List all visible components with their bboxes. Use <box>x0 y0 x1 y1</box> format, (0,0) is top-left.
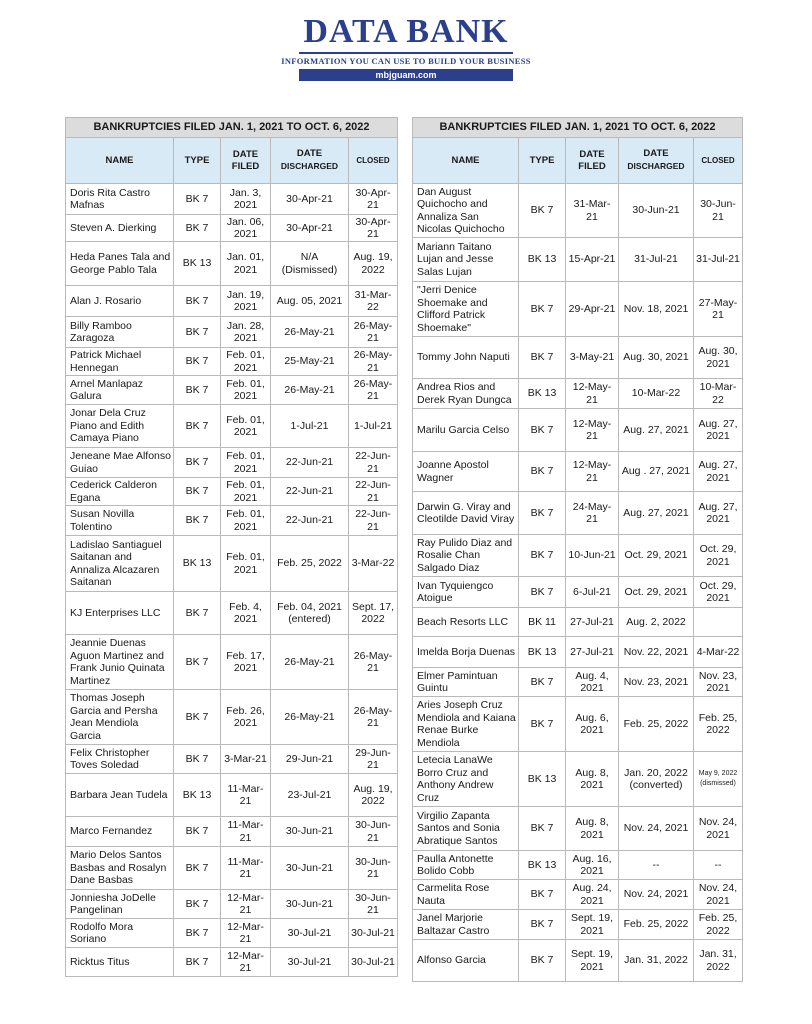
cell-name: Tommy John Naputi <box>413 337 519 379</box>
cell-closed: 22-Jun-21 <box>349 478 398 506</box>
table-row <box>66 817 398 847</box>
cell-closed: 3-Mar-22 <box>349 536 398 592</box>
cell-date-discharged: 30-Jun-21 <box>271 817 349 847</box>
cell-date-discharged: Nov. 23, 2021 <box>619 668 694 697</box>
cell-name: Joanne Apostol Wagner <box>413 452 519 492</box>
cell-date-discharged: 10-Mar-22 <box>619 379 694 409</box>
cell-date-filed: 12-May-21 <box>566 409 619 452</box>
cell-closed: Jan. 31, 2022 <box>694 940 743 982</box>
column-header-closed: CLOSED <box>694 138 743 184</box>
table-row <box>413 880 743 910</box>
cell-type: BK 7 <box>174 448 221 478</box>
cell-closed: 29-Jun-21 <box>349 745 398 774</box>
table-row <box>413 752 743 807</box>
table-row <box>66 847 398 890</box>
cell-date-discharged: 1-Jul-21 <box>271 405 349 448</box>
table-row <box>413 379 743 409</box>
cell-type: BK 7 <box>519 577 566 608</box>
cell-date-discharged: Aug. 27, 2021 <box>619 409 694 452</box>
cell-date-discharged: Aug. 05, 2021 <box>271 286 349 317</box>
masthead-rule <box>299 52 513 54</box>
cell-date-filed: Feb. 01, 2021 <box>221 348 271 376</box>
cell-name: Carmelita Rose Nauta <box>413 880 519 910</box>
table-row <box>66 376 398 405</box>
cell-date-filed: 10-Jun-21 <box>566 535 619 577</box>
cell-closed: Sept. 17, 2022 <box>349 592 398 635</box>
cell-date-discharged: Oct. 29, 2021 <box>619 577 694 608</box>
cell-date-discharged: Aug. 27, 2021 <box>619 492 694 535</box>
table-title: BANKRUPTCIES FILED JAN. 1, 2021 TO OCT. 6, 2022 <box>413 118 743 138</box>
cell-name: Marilu Garcia Celso <box>413 409 519 452</box>
cell-name: Ladislao Santiaguel Saitanan and Annaliza Alcazaren Saitanan <box>66 536 174 592</box>
cell-date-filed: Sept. 19, 2021 <box>566 910 619 940</box>
table-row <box>66 286 398 317</box>
cell-closed: 30-Jun-21 <box>694 184 743 238</box>
cell-date-discharged: Feb. 25, 2022 <box>271 536 349 592</box>
cell-date-discharged: Nov. 24, 2021 <box>619 807 694 851</box>
cell-closed: Aug. 19, 2022 <box>349 242 398 286</box>
table-row <box>413 282 743 337</box>
cell-closed: 27-May-21 <box>694 282 743 337</box>
column-header-discharged-label: DISCHARGED <box>627 161 685 171</box>
cell-date-discharged: 31-Jul-21 <box>619 238 694 282</box>
cell-closed: 22-Jun-21 <box>349 506 398 536</box>
cell-type: BK 13 <box>174 774 221 817</box>
cell-date-filed: Jan. 19, 2021 <box>221 286 271 317</box>
cell-closed: Nov. 24, 2021 <box>694 807 743 851</box>
cell-name: Mario Delos Santos Basbas and Rosalyn Dane Basbas <box>66 847 174 890</box>
cell-type: BK 13 <box>519 238 566 282</box>
cell-closed: Aug. 27, 2021 <box>694 409 743 452</box>
cell-date-discharged: Nov. 18, 2021 <box>619 282 694 337</box>
cell-type: BK 7 <box>519 880 566 910</box>
cell-date-discharged: 30-Jul-21 <box>271 948 349 977</box>
cell-date-filed: 29-Apr-21 <box>566 282 619 337</box>
cell-name: Letecia LanaWe Borro Cruz and Anthony Andrew Cruz <box>413 752 519 807</box>
cell-closed: 31-Mar-22 <box>349 286 398 317</box>
cell-name: Aries Joseph Cruz Mendiola and Kaiana Renae Burke Mendiola <box>413 697 519 752</box>
cell-type: BK 13 <box>174 536 221 592</box>
cell-closed: -- <box>694 851 743 880</box>
cell-closed: 26-May-21 <box>349 348 398 376</box>
cell-date-filed: 11-Mar-21 <box>221 774 271 817</box>
cell-name: Rodolfo Mora Soriano <box>66 919 174 948</box>
cell-name: Imelda Borja Duenas <box>413 637 519 668</box>
cell-date-discharged: Aug . 27, 2021 <box>619 452 694 492</box>
cell-date-filed: Jan. 06, 2021 <box>221 215 271 242</box>
column-header-name: NAME <box>66 138 174 184</box>
table-row <box>66 317 398 348</box>
cell-name: Patrick Michael Hennegan <box>66 348 174 376</box>
cell-name: Ray Pulido Diaz and Rosalie Chan Salgado Diaz <box>413 535 519 577</box>
cell-type: BK 13 <box>519 637 566 668</box>
cell-type: BK 7 <box>174 745 221 774</box>
cell-type: BK 7 <box>174 506 221 536</box>
cell-date-discharged: 30-Apr-21 <box>271 184 349 215</box>
column-header-date-filed: DATE FILED <box>566 138 619 184</box>
cell-closed: 30-Jun-21 <box>349 817 398 847</box>
table-row <box>413 697 743 752</box>
cell-date-filed: Feb. 01, 2021 <box>221 506 271 536</box>
cell-date-discharged: 30-Jun-21 <box>271 890 349 919</box>
cell-date-filed: Feb. 01, 2021 <box>221 536 271 592</box>
cell-date-discharged: 26-May-21 <box>271 635 349 690</box>
cell-closed: 26-May-21 <box>349 635 398 690</box>
cell-name: "Jerri Denice Shoemake and Clifford Patrick Shoemake" <box>413 282 519 337</box>
table-row <box>413 608 743 637</box>
cell-type: BK 7 <box>174 317 221 348</box>
cell-date-discharged: 30-Apr-21 <box>271 215 349 242</box>
cell-date-discharged: Aug. 2, 2022 <box>619 608 694 637</box>
column-header-date-filed: DATE FILED <box>221 138 271 184</box>
table-row <box>66 774 398 817</box>
cell-name: Jonniesha JoDelle Pangelinan <box>66 890 174 919</box>
cell-date-discharged: Aug. 30, 2021 <box>619 337 694 379</box>
cell-name: Billy Ramboo Zaragoza <box>66 317 174 348</box>
cell-closed: 30-Apr-21 <box>349 215 398 242</box>
cell-type: BK 7 <box>519 910 566 940</box>
cell-type: BK 7 <box>174 919 221 948</box>
cell-date-discharged: 22-Jun-21 <box>271 448 349 478</box>
cell-closed: Nov. 23, 2021 <box>694 668 743 697</box>
cell-date-discharged: Feb. 04, 2021 (entered) <box>271 592 349 635</box>
cell-date-filed: 27-Jul-21 <box>566 637 619 668</box>
table-row <box>413 577 743 608</box>
cell-date-filed: 12-Mar-21 <box>221 919 271 948</box>
table-row <box>66 478 398 506</box>
cell-date-filed: 6-Jul-21 <box>566 577 619 608</box>
cell-date-filed: Feb. 26, 2021 <box>221 690 271 745</box>
column-header-date-label: DATE <box>643 148 669 159</box>
cell-date-discharged: 23-Jul-21 <box>271 774 349 817</box>
cell-date-discharged: 26-May-21 <box>271 317 349 348</box>
cell-closed: Oct. 29, 2021 <box>694 535 743 577</box>
cell-date-discharged: Nov. 22, 2021 <box>619 637 694 668</box>
cell-date-filed: Sept. 19, 2021 <box>566 940 619 982</box>
cell-type: BK 7 <box>519 697 566 752</box>
table-row <box>413 535 743 577</box>
cell-type: BK 13 <box>519 752 566 807</box>
column-header-date-discharged <box>271 138 349 184</box>
cell-closed: 30-Jun-21 <box>349 890 398 919</box>
table-row <box>413 238 743 282</box>
cell-name: Marco Fernandez <box>66 817 174 847</box>
cell-date-filed: 12-May-21 <box>566 452 619 492</box>
cell-date-discharged: -- <box>619 851 694 880</box>
cell-type: BK 7 <box>174 376 221 405</box>
cell-type: BK 7 <box>174 478 221 506</box>
cell-closed: 26-May-21 <box>349 376 398 405</box>
cell-date-filed: Jan. 01, 2021 <box>221 242 271 286</box>
cell-name: Jonar Dela Cruz Piano and Edith Camaya Piano <box>66 405 174 448</box>
table-row <box>413 337 743 379</box>
bankruptcies-table-left <box>65 117 398 977</box>
cell-type: BK 7 <box>174 405 221 448</box>
cell-date-discharged: 26-May-21 <box>271 376 349 405</box>
cell-date-filed: Aug. 8, 2021 <box>566 807 619 851</box>
column-header-type: TYPE <box>174 138 221 184</box>
cell-name: Arnel Manlapaz Galura <box>66 376 174 405</box>
cell-type: BK 7 <box>519 337 566 379</box>
table-row <box>413 910 743 940</box>
cell-date-filed: 3-Mar-21 <box>221 745 271 774</box>
cell-date-discharged: Nov. 24, 2021 <box>619 880 694 910</box>
cell-date-filed: Aug. 8, 2021 <box>566 752 619 807</box>
cell-date-filed: Feb. 17, 2021 <box>221 635 271 690</box>
cell-closed: 1-Jul-21 <box>349 405 398 448</box>
cell-date-filed: Feb. 01, 2021 <box>221 405 271 448</box>
cell-type: BK 7 <box>174 348 221 376</box>
cell-type: BK 7 <box>519 452 566 492</box>
cell-name: Andrea Rios and Derek Ryan Dungca <box>413 379 519 409</box>
cell-date-filed: Jan. 28, 2021 <box>221 317 271 348</box>
cell-date-discharged: 25-May-21 <box>271 348 349 376</box>
cell-type: BK 7 <box>519 807 566 851</box>
cell-closed: Oct. 29, 2021 <box>694 577 743 608</box>
cell-closed: Feb. 25, 2022 <box>694 697 743 752</box>
cell-date-filed: Aug. 4, 2021 <box>566 668 619 697</box>
masthead-url: mbjguam.com <box>299 69 513 81</box>
cell-date-discharged: N/A (Dismissed) <box>271 242 349 286</box>
cell-date-filed: Feb. 4, 2021 <box>221 592 271 635</box>
cell-name: Jeneane Mae Alfonso Guiao <box>66 448 174 478</box>
column-header-date-label: DATE <box>296 148 323 159</box>
cell-type: BK 7 <box>174 690 221 745</box>
cell-date-filed: 12-May-21 <box>566 379 619 409</box>
table-row <box>413 668 743 697</box>
cell-name: KJ Enterprises LLC <box>66 592 174 635</box>
cell-name: Steven A. Dierking <box>66 215 174 242</box>
cell-closed: Aug. 19, 2022 <box>349 774 398 817</box>
cell-type: BK 7 <box>174 592 221 635</box>
column-header-closed: CLOSED <box>349 138 398 184</box>
table-row <box>66 948 398 977</box>
table-row <box>413 851 743 880</box>
cell-closed: 26-May-21 <box>349 317 398 348</box>
cell-closed: 31-Jul-21 <box>694 238 743 282</box>
cell-closed: 26-May-21 <box>349 690 398 745</box>
cell-name: Ricktus Titus <box>66 948 174 977</box>
cell-type: BK 7 <box>174 635 221 690</box>
cell-type: BK 7 <box>519 409 566 452</box>
table-row <box>66 348 398 376</box>
cell-closed: 30-Apr-21 <box>349 184 398 215</box>
cell-date-discharged: Feb. 25, 2022 <box>619 697 694 752</box>
cell-name: Susan Novilla Tolentino <box>66 506 174 536</box>
cell-date-filed: Feb. 01, 2021 <box>221 376 271 405</box>
cell-closed: May 9, 2022 (dismissed) <box>694 752 743 807</box>
cell-closed: Aug. 27, 2021 <box>694 452 743 492</box>
cell-name: Dan August Quichocho and Annaliza San Nicolas Quichocho <box>413 184 519 238</box>
table-row <box>66 536 398 592</box>
masthead-title: DATA BANK <box>303 13 509 50</box>
table-row <box>413 452 743 492</box>
cell-name: Alan J. Rosario <box>66 286 174 317</box>
cell-type: BK 13 <box>174 242 221 286</box>
cell-date-discharged: Jan. 20, 2022 (converted) <box>619 752 694 807</box>
cell-date-filed: Aug. 6, 2021 <box>566 697 619 752</box>
table-row <box>66 215 398 242</box>
masthead <box>0 14 812 81</box>
column-header-name: NAME <box>413 138 519 184</box>
table-row <box>66 448 398 478</box>
cell-closed: 30-Jun-21 <box>349 847 398 890</box>
cell-type: BK 7 <box>174 890 221 919</box>
cell-type: BK 7 <box>519 535 566 577</box>
cell-type: BK 7 <box>519 668 566 697</box>
cell-type: BK 7 <box>519 492 566 535</box>
table-row <box>66 592 398 635</box>
cell-name: Jeannie Duenas Aguon Martinez and Frank Junio Quinata Martinez <box>66 635 174 690</box>
cell-date-filed: Aug. 16, 2021 <box>566 851 619 880</box>
cell-date-filed: 31-Mar-21 <box>566 184 619 238</box>
cell-type: BK 7 <box>519 940 566 982</box>
cell-date-filed: 11-Mar-21 <box>221 847 271 890</box>
cell-closed: 30-Jul-21 <box>349 948 398 977</box>
cell-name: Beach Resorts LLC <box>413 608 519 637</box>
cell-closed: 22-Jun-21 <box>349 448 398 478</box>
cell-name: Felix Christopher Toves Soledad <box>66 745 174 774</box>
cell-name: Alfonso Garcia <box>413 940 519 982</box>
bankruptcies-table-right <box>412 117 743 982</box>
cell-date-discharged: 30-Jun-21 <box>619 184 694 238</box>
table-row <box>66 890 398 919</box>
cell-name: Barbara Jean Tudela <box>66 774 174 817</box>
cell-type: BK 13 <box>519 851 566 880</box>
cell-type: BK 7 <box>174 948 221 977</box>
table-row <box>413 807 743 851</box>
cell-date-filed: 3-May-21 <box>566 337 619 379</box>
cell-date-filed: Jan. 3, 2021 <box>221 184 271 215</box>
cell-date-discharged: 30-Jul-21 <box>271 919 349 948</box>
cell-date-filed: 27-Jul-21 <box>566 608 619 637</box>
cell-closed: Aug. 27, 2021 <box>694 492 743 535</box>
cell-closed: 10-Mar-22 <box>694 379 743 409</box>
cell-closed: Nov. 24, 2021 <box>694 880 743 910</box>
column-header-date-discharged <box>619 138 694 184</box>
column-header-type: TYPE <box>519 138 566 184</box>
masthead-tagline: INFORMATION YOU CAN USE TO BUILD YOUR BUSINESS <box>281 56 531 66</box>
cell-closed: Aug. 30, 2021 <box>694 337 743 379</box>
cell-date-filed: 12-Mar-21 <box>221 948 271 977</box>
cell-type: BK 7 <box>174 286 221 317</box>
cell-date-discharged: 26-May-21 <box>271 690 349 745</box>
cell-name: Darwin G. Viray and Cleotilde David Viray <box>413 492 519 535</box>
table-row <box>66 184 398 215</box>
cell-name: Thomas Joseph Garcia and Persha Jean Mendiola Garcia <box>66 690 174 745</box>
cell-name: Janel Marjorie Baltazar Castro <box>413 910 519 940</box>
cell-closed <box>694 608 743 637</box>
cell-date-filed: Feb. 01, 2021 <box>221 478 271 506</box>
table-row <box>413 409 743 452</box>
cell-closed: Feb. 25, 2022 <box>694 910 743 940</box>
cell-date-discharged: Jan. 31, 2022 <box>619 940 694 982</box>
cell-date-filed: 12-Mar-21 <box>221 890 271 919</box>
column-header-discharged-label: DISCHARGED <box>280 161 339 171</box>
table-row <box>66 690 398 745</box>
cell-date-discharged: 22-Jun-21 <box>271 506 349 536</box>
cell-type: BK 7 <box>519 282 566 337</box>
cell-date-filed: Feb. 01, 2021 <box>221 448 271 478</box>
cell-closed: 4-Mar-22 <box>694 637 743 668</box>
cell-name: Cederick Calderon Egana <box>66 478 174 506</box>
table-title: BANKRUPTCIES FILED JAN. 1, 2021 TO OCT. 6, 2022 <box>66 118 398 138</box>
table-row <box>66 506 398 536</box>
cell-name: Paulla Antonette Bolido Cobb <box>413 851 519 880</box>
table-row <box>66 745 398 774</box>
cell-name: Ivan Tyquiengco Atoigue <box>413 577 519 608</box>
cell-date-filed: 15-Apr-21 <box>566 238 619 282</box>
cell-type: BK 7 <box>174 847 221 890</box>
cell-date-filed: Aug. 24, 2021 <box>566 880 619 910</box>
cell-type: BK 7 <box>519 184 566 238</box>
cell-type: BK 7 <box>174 184 221 215</box>
cell-name: Virgilio Zapanta Santos and Sonia Abratique Santos <box>413 807 519 851</box>
cell-date-filed: 24-May-21 <box>566 492 619 535</box>
table-row <box>66 405 398 448</box>
cell-name: Heda Panes Tala and George Pablo Tala <box>66 242 174 286</box>
table-row <box>413 184 743 238</box>
cell-closed: 30-Jul-21 <box>349 919 398 948</box>
cell-type: BK 11 <box>519 608 566 637</box>
cell-name: Mariann Taitano Lujan and Jesse Salas Lujan <box>413 238 519 282</box>
cell-name: Elmer Pamintuan Guintu <box>413 668 519 697</box>
cell-date-discharged: Oct. 29, 2021 <box>619 535 694 577</box>
cell-type: BK 7 <box>174 215 221 242</box>
table-row <box>413 940 743 982</box>
cell-date-discharged: 30-Jun-21 <box>271 847 349 890</box>
cell-name: Doris Rita Castro Mafnas <box>66 184 174 215</box>
cell-type: BK 7 <box>174 817 221 847</box>
table-row <box>66 242 398 286</box>
cell-date-discharged: 29-Jun-21 <box>271 745 349 774</box>
table-row <box>66 635 398 690</box>
cell-date-discharged: Feb. 25, 2022 <box>619 910 694 940</box>
table-row <box>66 919 398 948</box>
table-row <box>413 637 743 668</box>
table-row <box>413 492 743 535</box>
cell-date-discharged: 22-Jun-21 <box>271 478 349 506</box>
cell-type: BK 13 <box>519 379 566 409</box>
cell-date-filed: 11-Mar-21 <box>221 817 271 847</box>
